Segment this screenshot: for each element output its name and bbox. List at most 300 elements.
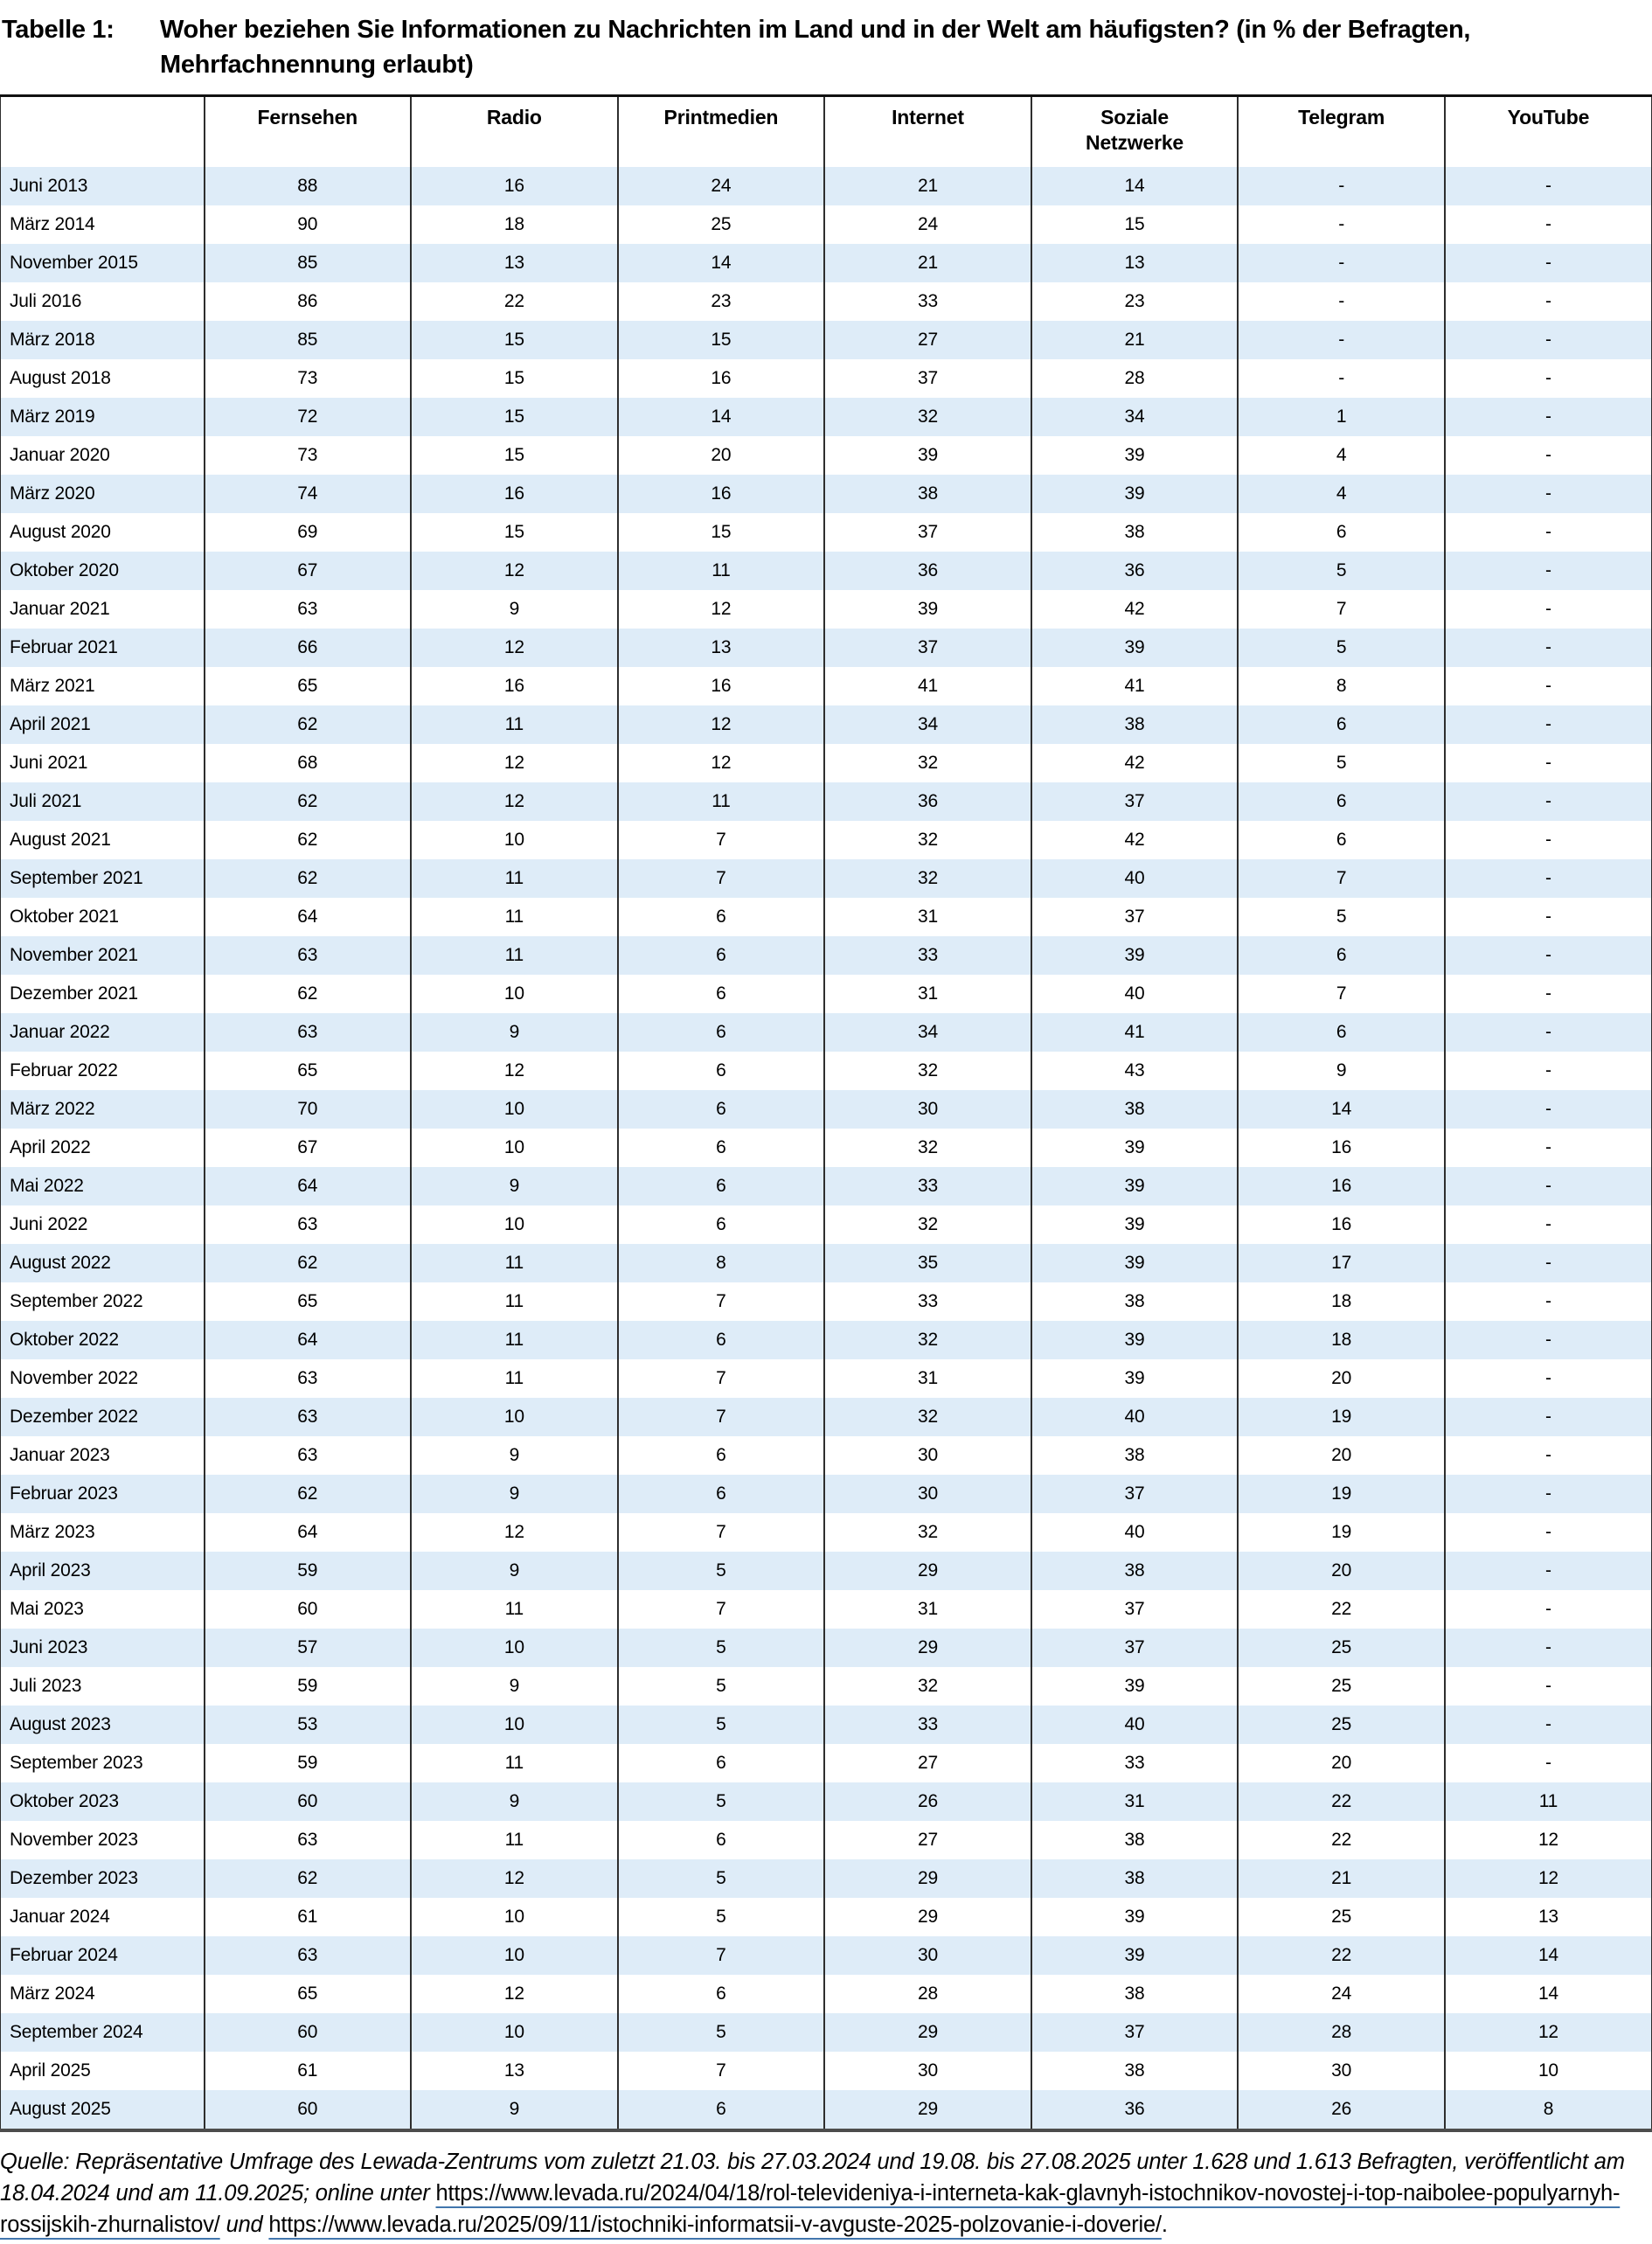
cell-value: 6 <box>618 2090 825 2130</box>
cell-value: 38 <box>1031 1859 1239 1898</box>
cell-value: 34 <box>824 1013 1031 1052</box>
cell-value: - <box>1445 705 1652 744</box>
cell-value: 9 <box>411 1013 618 1052</box>
row-label: März 2019 <box>10 406 95 427</box>
table-row <box>1 1205 1652 1244</box>
cell-value: 6 <box>618 1090 825 1129</box>
cell-value: 19 <box>1238 1513 1445 1552</box>
cell-value: 33 <box>1031 1744 1239 1782</box>
cell-value: 6 <box>618 1475 825 1513</box>
cell-value: 5 <box>618 2013 825 2052</box>
table-row <box>1 898 1652 936</box>
row-label: März 2024 <box>10 1983 95 2004</box>
cell-value: 6 <box>618 936 825 975</box>
cell-value: 11 <box>411 1244 618 1282</box>
cell-value: 62 <box>205 1475 412 1513</box>
cell-value: 39 <box>1031 1205 1239 1244</box>
cell-value: 22 <box>1238 1936 1445 1975</box>
cell-value: - <box>1238 244 1445 282</box>
row-label: Juni 2013 <box>10 176 88 196</box>
cell-value: 6 <box>618 1321 825 1359</box>
table-row <box>1 1090 1652 1129</box>
cell-value: 59 <box>205 1667 412 1706</box>
cell-value: 10 <box>411 1706 618 1744</box>
cell-value: 12 <box>411 1859 618 1898</box>
cell-value: 15 <box>411 359 618 398</box>
cell-value: 20 <box>618 436 825 475</box>
cell-value: 9 <box>411 1552 618 1590</box>
table-number: Tabelle 1: <box>2 16 115 44</box>
cell-value: - <box>1445 205 1652 244</box>
table-row <box>1 1052 1652 1090</box>
table-row <box>1 1475 1652 1513</box>
cell-value: - <box>1445 321 1652 359</box>
cell-value: 31 <box>824 1359 1031 1398</box>
cell-value: - <box>1445 1321 1652 1359</box>
cell-value: 62 <box>205 705 412 744</box>
table-row <box>1 1513 1652 1552</box>
cell-value: 11 <box>1445 1782 1652 1821</box>
cell-value: 18 <box>1238 1321 1445 1359</box>
cell-value: - <box>1445 590 1652 629</box>
cell-value: 5 <box>618 1898 825 1936</box>
table-caption <box>0 0 1652 82</box>
cell-value: 29 <box>824 1898 1031 1936</box>
row-label: September 2021 <box>10 868 143 888</box>
cell-value: 23 <box>618 282 825 321</box>
cell-value: - <box>1445 552 1652 590</box>
row-label: April 2021 <box>10 714 91 734</box>
cell-value: 41 <box>1031 667 1239 705</box>
cell-value: 63 <box>205 1359 412 1398</box>
cell-value: 5 <box>618 1706 825 1744</box>
row-label: September 2023 <box>10 1753 143 1773</box>
cell-value: 5 <box>618 1552 825 1590</box>
row-label: Februar 2022 <box>10 1060 118 1080</box>
header-row <box>1 96 1652 168</box>
cell-value: 9 <box>411 1436 618 1475</box>
table-row <box>1 1129 1652 1167</box>
cell-value: - <box>1238 321 1445 359</box>
row-label: Mai 2022 <box>10 1176 84 1196</box>
cell-value: 33 <box>824 1282 1031 1321</box>
table-row <box>1 1975 1652 2013</box>
cell-value: 9 <box>411 590 618 629</box>
cell-value: 5 <box>1238 552 1445 590</box>
cell-value: 14 <box>1031 167 1239 205</box>
cell-value: 64 <box>205 1167 412 1205</box>
cell-value: 38 <box>1031 1282 1239 1321</box>
source-link-1[interactable]: https://www.levada.ru/2024/04/18/rol-televideniya-i-interneta-kak-glavnyh-istochnikov-novostej-i-top-naibolee-populyarnyh-rossijskih-zhurnalistov/ <box>0 2181 1621 2237</box>
table-row <box>1 744 1652 782</box>
cell-value: - <box>1445 859 1652 898</box>
cell-value: 59 <box>205 1552 412 1590</box>
cell-value: 28 <box>1238 2013 1445 2052</box>
cell-value: 65 <box>205 1052 412 1090</box>
cell-value: 13 <box>618 629 825 667</box>
cell-value: 29 <box>824 1629 1031 1667</box>
cell-value: 22 <box>1238 1821 1445 1859</box>
cell-value: - <box>1445 1244 1652 1282</box>
row-label: April 2023 <box>10 1560 91 1581</box>
cell-value: 29 <box>824 2013 1031 2052</box>
cell-value: 17 <box>1238 1244 1445 1282</box>
cell-value: 20 <box>1238 1552 1445 1590</box>
cell-value: - <box>1445 282 1652 321</box>
cell-value: 6 <box>1238 513 1445 552</box>
cell-value: 32 <box>824 1052 1031 1090</box>
cell-value: 24 <box>824 205 1031 244</box>
cell-value: 12 <box>411 782 618 821</box>
cell-value: 38 <box>1031 1821 1239 1859</box>
cell-value: 36 <box>824 552 1031 590</box>
cell-value: 16 <box>1238 1205 1445 1244</box>
cell-value: 38 <box>1031 705 1239 744</box>
cell-value: 18 <box>411 205 618 244</box>
cell-value: 65 <box>205 1975 412 2013</box>
cell-value: 39 <box>1031 629 1239 667</box>
cell-value: 7 <box>618 1398 825 1436</box>
table-row <box>1 667 1652 705</box>
source-note <box>0 2146 1652 2241</box>
cell-value: 29 <box>824 2090 1031 2130</box>
cell-value: 14 <box>1445 1975 1652 2013</box>
cell-value: 25 <box>1238 1706 1445 1744</box>
cell-value: 63 <box>205 590 412 629</box>
cell-value: 10 <box>1445 2052 1652 2090</box>
cell-value: 70 <box>205 1090 412 1129</box>
cell-value: 39 <box>1031 1898 1239 1936</box>
cell-value: 14 <box>1238 1090 1445 1129</box>
cell-value: 10 <box>411 1129 618 1167</box>
column-header: Soziale Netzwerke <box>1031 96 1239 168</box>
cell-value: 25 <box>1238 1667 1445 1706</box>
cell-value: - <box>1445 1590 1652 1629</box>
cell-value: 15 <box>618 513 825 552</box>
table-row <box>1 244 1652 282</box>
cell-value: 7 <box>618 821 825 859</box>
cell-value: - <box>1445 1706 1652 1744</box>
row-label: Juni 2023 <box>10 1637 88 1657</box>
cell-value: 10 <box>411 1898 618 1936</box>
cell-value: 40 <box>1031 859 1239 898</box>
cell-value: 35 <box>824 1244 1031 1282</box>
cell-value: 68 <box>205 744 412 782</box>
cell-value: 30 <box>824 1936 1031 1975</box>
cell-value: 7 <box>618 1590 825 1629</box>
table-row <box>1 859 1652 898</box>
cell-value: 38 <box>1031 1436 1239 1475</box>
cell-value: 7 <box>618 2052 825 2090</box>
cell-value: 64 <box>205 1321 412 1359</box>
row-label: September 2024 <box>10 2022 143 2042</box>
cell-value: 38 <box>1031 513 1239 552</box>
cell-value: 41 <box>824 667 1031 705</box>
source-link-2[interactable]: https://www.levada.ru/2025/09/11/istochniki-informatsii-v-avguste-2025-polzovanie-i-doverie/ <box>268 2213 1162 2237</box>
cell-value: 27 <box>824 321 1031 359</box>
cell-value: 12 <box>411 744 618 782</box>
cell-value: 10 <box>411 1936 618 1975</box>
cell-value: 9 <box>411 1667 618 1706</box>
cell-value: 38 <box>1031 1090 1239 1129</box>
cell-value: 9 <box>411 2090 618 2130</box>
cell-value: - <box>1445 1475 1652 1513</box>
table-body <box>1 167 1652 2130</box>
cell-value: 13 <box>1445 1898 1652 1936</box>
table-row <box>1 1667 1652 1706</box>
cell-value: 62 <box>205 782 412 821</box>
row-label: November 2022 <box>10 1368 138 1388</box>
row-label: Juni 2022 <box>10 1214 88 1234</box>
cell-value: 5 <box>1238 898 1445 936</box>
table-row <box>1 1590 1652 1629</box>
cell-value: - <box>1445 1052 1652 1090</box>
cell-value: 86 <box>205 282 412 321</box>
cell-value: 40 <box>1031 1513 1239 1552</box>
cell-value: 23 <box>1031 282 1239 321</box>
table-row <box>1 1282 1652 1321</box>
cell-value: 39 <box>824 590 1031 629</box>
cell-value: - <box>1445 1282 1652 1321</box>
cell-value: 7 <box>1238 975 1445 1013</box>
cell-value: 8 <box>1445 2090 1652 2130</box>
cell-value: 33 <box>824 1706 1031 1744</box>
cell-value: 32 <box>824 1205 1031 1244</box>
row-label: Februar 2024 <box>10 1945 118 1965</box>
source-conjunction: und <box>219 2213 269 2237</box>
cell-value: 11 <box>618 552 825 590</box>
row-label: Februar 2021 <box>10 637 118 657</box>
cell-value: 32 <box>824 1513 1031 1552</box>
row-label: April 2022 <box>10 1137 91 1157</box>
cell-value: 8 <box>618 1244 825 1282</box>
cell-value: 12 <box>411 1975 618 2013</box>
cell-value: 36 <box>824 782 1031 821</box>
cell-value: - <box>1238 359 1445 398</box>
cell-value: 11 <box>411 1744 618 1782</box>
cell-value: 6 <box>618 1744 825 1782</box>
column-header: YouTube <box>1445 96 1652 168</box>
cell-value: 31 <box>824 1590 1031 1629</box>
cell-value: 25 <box>1238 1898 1445 1936</box>
cell-value: 25 <box>618 205 825 244</box>
cell-value: - <box>1445 359 1652 398</box>
cell-value: 59 <box>205 1744 412 1782</box>
cell-value: 39 <box>1031 1359 1239 1398</box>
table-row <box>1 1167 1652 1205</box>
cell-value: 37 <box>1031 2013 1239 2052</box>
table-row <box>1 321 1652 359</box>
cell-value: 13 <box>411 244 618 282</box>
cell-value: 36 <box>1031 552 1239 590</box>
cell-value: 6 <box>618 1205 825 1244</box>
cell-value: 6 <box>618 1167 825 1205</box>
cell-value: - <box>1445 436 1652 475</box>
cell-value: 39 <box>1031 475 1239 513</box>
cell-value: 10 <box>411 1629 618 1667</box>
cell-value: 32 <box>824 1667 1031 1706</box>
row-label: Mai 2023 <box>10 1599 84 1619</box>
row-label: Dezember 2023 <box>10 1868 138 1888</box>
cell-value: 10 <box>411 2013 618 2052</box>
table-row <box>1 1859 1652 1898</box>
cell-value: 25 <box>1238 1629 1445 1667</box>
cell-value: 60 <box>205 2013 412 2052</box>
cell-value: 37 <box>1031 782 1239 821</box>
cell-value: 10 <box>411 1090 618 1129</box>
cell-value: 61 <box>205 1898 412 1936</box>
cell-value: 6 <box>618 1975 825 2013</box>
cell-value: - <box>1445 513 1652 552</box>
table-row <box>1 2090 1652 2130</box>
cell-value: 30 <box>824 1090 1031 1129</box>
row-label: Oktober 2023 <box>10 1791 119 1811</box>
cell-value: 37 <box>1031 1475 1239 1513</box>
cell-value: 63 <box>205 1821 412 1859</box>
cell-value: 62 <box>205 1244 412 1282</box>
row-label: Juli 2016 <box>10 291 82 311</box>
cell-value: 15 <box>411 436 618 475</box>
cell-value: 28 <box>824 1975 1031 2013</box>
cell-value: 1 <box>1238 398 1445 436</box>
table-row <box>1 167 1652 205</box>
cell-value: - <box>1445 1667 1652 1706</box>
cell-value: - <box>1445 1744 1652 1782</box>
row-label: November 2023 <box>10 1830 138 1850</box>
cell-value: 30 <box>1238 2052 1445 2090</box>
cell-value: 15 <box>1031 205 1239 244</box>
row-label: März 2014 <box>10 214 95 234</box>
cell-value: - <box>1445 821 1652 859</box>
cell-value: - <box>1445 1436 1652 1475</box>
cell-value: 13 <box>411 2052 618 2090</box>
cell-value: 32 <box>824 744 1031 782</box>
cell-value: 32 <box>824 1129 1031 1167</box>
cell-value: 9 <box>411 1167 618 1205</box>
cell-value: 7 <box>618 1513 825 1552</box>
cell-value: 60 <box>205 1782 412 1821</box>
cell-value: 40 <box>1031 1398 1239 1436</box>
data-table <box>0 94 1652 2132</box>
cell-value: 53 <box>205 1706 412 1744</box>
table-row <box>1 1898 1652 1936</box>
cell-value: - <box>1445 1205 1652 1244</box>
cell-value: 15 <box>411 321 618 359</box>
row-label: August 2023 <box>10 1714 111 1734</box>
cell-value: 11 <box>411 1282 618 1321</box>
row-label: Februar 2023 <box>10 1483 118 1504</box>
cell-value: 10 <box>411 1205 618 1244</box>
cell-value: 37 <box>1031 1629 1239 1667</box>
source-text: Quelle: Repräsentative Umfrage des Lewada-Zentrums vom zuletzt 21.03. bis 27.03.2024 und 19.08. bis 27.08.2025 unter 1.628 und 1.613 Befragten, veröffentlicht am 18.04.2024 und am 11.09.2025; online unter <box>0 2150 1625 2206</box>
cell-value: 11 <box>411 705 618 744</box>
cell-value: 12 <box>1445 1821 1652 1859</box>
cell-value: 7 <box>618 1359 825 1398</box>
table-row <box>1 1629 1652 1667</box>
row-label: März 2023 <box>10 1522 95 1542</box>
cell-value: 21 <box>824 167 1031 205</box>
cell-value: 40 <box>1031 1706 1239 1744</box>
table-row <box>1 1244 1652 1282</box>
row-label: Januar 2024 <box>10 1907 110 1927</box>
cell-value: 34 <box>824 705 1031 744</box>
cell-value: 6 <box>618 1436 825 1475</box>
table-row <box>1 2013 1652 2052</box>
cell-value: 36 <box>1031 2090 1239 2130</box>
table-row <box>1 398 1652 436</box>
cell-value: 66 <box>205 629 412 667</box>
cell-value: - <box>1445 398 1652 436</box>
row-label: Oktober 2021 <box>10 907 119 927</box>
cell-value: 15 <box>411 398 618 436</box>
cell-value: 21 <box>1238 1859 1445 1898</box>
cell-value: - <box>1445 1167 1652 1205</box>
table-row <box>1 1398 1652 1436</box>
cell-value: - <box>1445 1552 1652 1590</box>
cell-value: 11 <box>411 1359 618 1398</box>
cell-value: 5 <box>618 1859 825 1898</box>
cell-value: 60 <box>205 2090 412 2130</box>
table-row <box>1 282 1652 321</box>
cell-value: 10 <box>411 1398 618 1436</box>
cell-value: 38 <box>1031 1975 1239 2013</box>
cell-value: 62 <box>205 975 412 1013</box>
cell-value: 18 <box>1238 1282 1445 1321</box>
cell-value: 29 <box>824 1859 1031 1898</box>
row-label: Juli 2021 <box>10 791 82 811</box>
column-header: Internet <box>824 96 1031 168</box>
cell-value: 6 <box>618 1052 825 1090</box>
cell-value: 20 <box>1238 1744 1445 1782</box>
cell-value: - <box>1238 282 1445 321</box>
cell-value: - <box>1445 975 1652 1013</box>
table-header <box>1 96 1652 168</box>
row-label: November 2015 <box>10 253 138 273</box>
row-label: März 2020 <box>10 483 95 504</box>
cell-value: 9 <box>411 1475 618 1513</box>
cell-value: 5 <box>618 1782 825 1821</box>
cell-value: 74 <box>205 475 412 513</box>
table-row <box>1 705 1652 744</box>
table-row <box>1 513 1652 552</box>
cell-value: 22 <box>411 282 618 321</box>
column-header: Printmedien <box>618 96 825 168</box>
cell-value: 16 <box>618 359 825 398</box>
cell-value: 33 <box>824 936 1031 975</box>
cell-value: 7 <box>618 859 825 898</box>
cell-value: 42 <box>1031 821 1239 859</box>
cell-value: - <box>1445 1359 1652 1398</box>
cell-value: 11 <box>411 859 618 898</box>
cell-value: 12 <box>1445 1859 1652 1898</box>
table-row <box>1 821 1652 859</box>
cell-value: 64 <box>205 898 412 936</box>
cell-value: 9 <box>1238 1052 1445 1090</box>
cell-value: 12 <box>411 629 618 667</box>
row-label: August 2021 <box>10 830 111 850</box>
row-label: Januar 2021 <box>10 599 110 619</box>
row-label: Januar 2020 <box>10 445 110 465</box>
cell-value: - <box>1445 936 1652 975</box>
cell-value: 27 <box>824 1821 1031 1859</box>
cell-value: 7 <box>1238 859 1445 898</box>
cell-value: 11 <box>411 898 618 936</box>
cell-value: - <box>1445 167 1652 205</box>
page-title: Woher beziehen Sie Informationen zu Nachrichten im Land und in der Welt am häufigsten? (in % der Befragten, Mehrfachnennung erlaubt) <box>160 16 1471 79</box>
cell-value: 32 <box>824 821 1031 859</box>
cell-value: 73 <box>205 436 412 475</box>
cell-value: 34 <box>1031 398 1239 436</box>
